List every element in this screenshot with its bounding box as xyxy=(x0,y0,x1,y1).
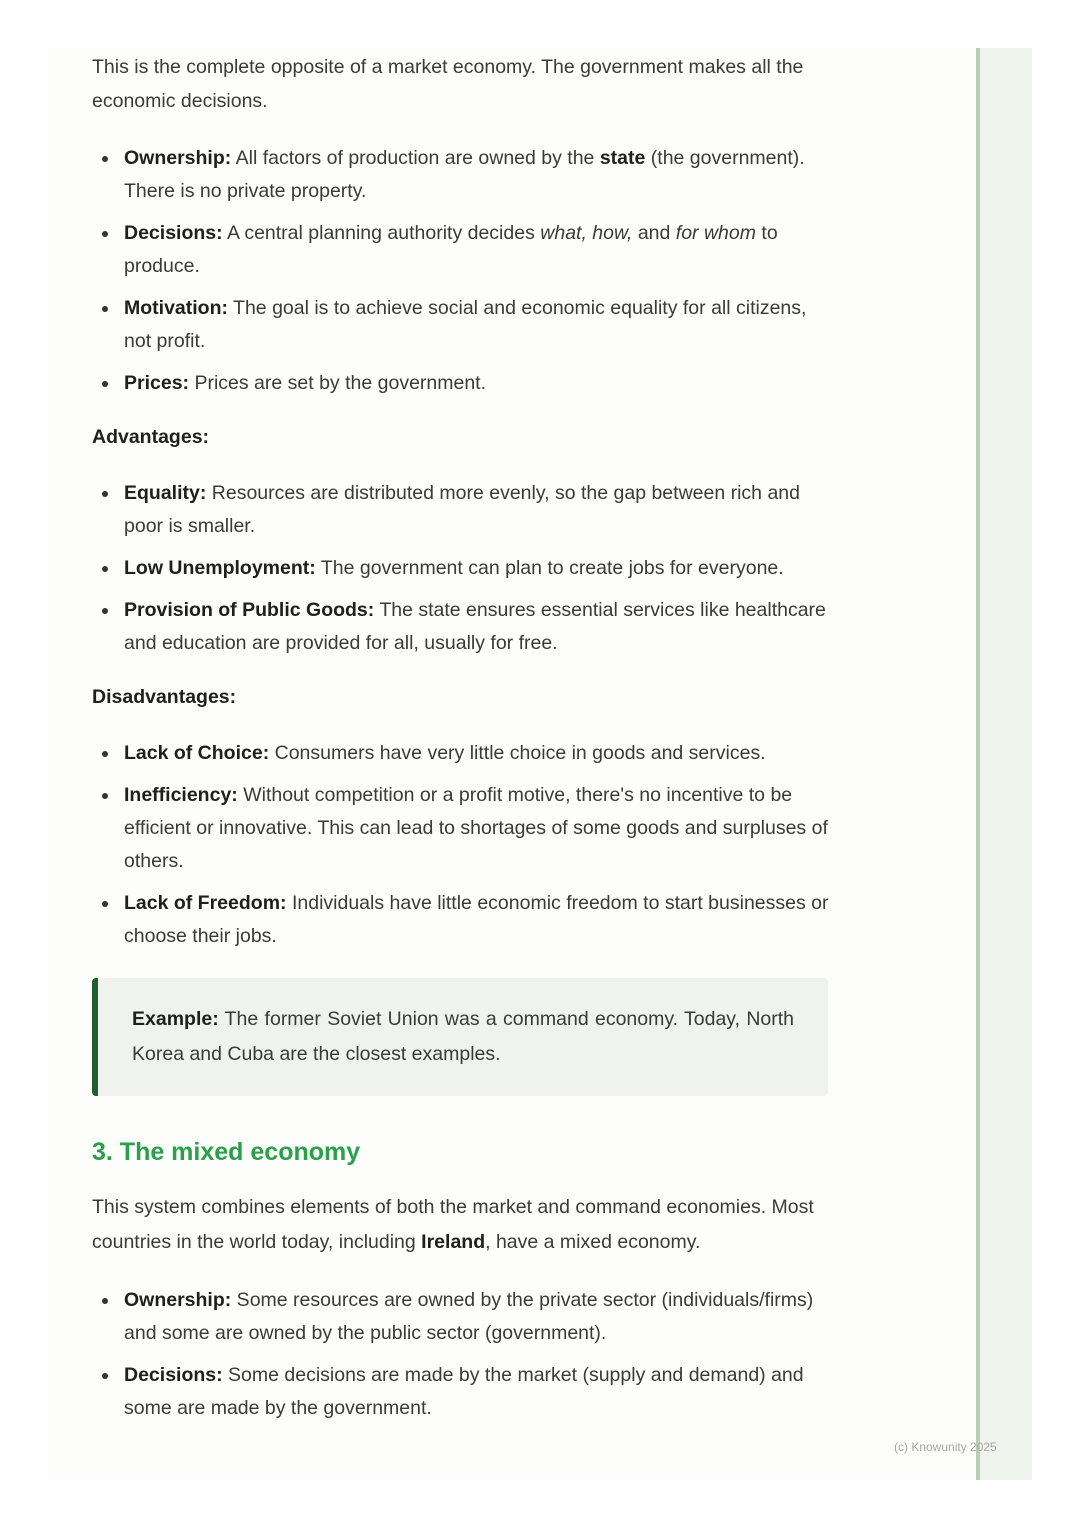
list-item: Motivation: The goal is to achieve social and economic equality for all citizens, not profit. xyxy=(92,292,832,358)
item-label: Motivation: xyxy=(124,297,228,319)
item-label: Decisions: xyxy=(124,1364,223,1386)
item-label: Provision of Public Goods: xyxy=(124,599,375,621)
section-title: 3. The mixed economy xyxy=(92,1138,361,1166)
list-item: Provision of Public Goods: The state ensures essential services like healthcare and education are provided for all, usually for free. xyxy=(92,594,832,660)
item-label: Inefficiency: xyxy=(124,784,238,806)
example-label: Example: xyxy=(132,1008,219,1030)
list-item: Lack of Choice: Consumers have very little choice in goods and services. xyxy=(92,737,832,770)
disadvantages-heading: Disadvantages: xyxy=(92,686,237,708)
list-item: Decisions: A central planning authority decides what, how, and for whom to produce. xyxy=(92,217,832,283)
copyright-footer: (c) Knowunity 2025 xyxy=(894,1440,997,1454)
disadvantages-list xyxy=(92,737,832,953)
advantages-heading: Advantages: xyxy=(92,426,210,448)
item-label: Lack of Choice: xyxy=(124,742,270,764)
side-panel xyxy=(976,48,1032,1480)
list-item: Prices: Prices are set by the government. xyxy=(92,367,832,400)
advantages-list xyxy=(92,477,832,660)
list-item: Ownership: All factors of production are owned by the state (the government). There is no private property. xyxy=(92,142,832,208)
item-label: Lack of Freedom: xyxy=(124,892,287,914)
list-item: Ownership: Some resources are owned by the private sector (individuals/firms) and some are owned by the public sector (government). xyxy=(92,1284,832,1350)
list-item: Low Unemployment: The government can plan to create jobs for everyone. xyxy=(92,552,832,585)
document-content xyxy=(92,50,832,1434)
list-item: Decisions: Some decisions are made by the market (supply and demand) and some are made by the government. xyxy=(92,1359,832,1425)
list-item: Lack of Freedom: Individuals have little economic freedom to start businesses or choose their jobs. xyxy=(92,887,832,953)
list-item: Inefficiency: Without competition or a profit motive, there's no incentive to be efficient or innovative. This can lead to shortages of some goods and surpluses of others. xyxy=(92,779,832,878)
item-label: Equality: xyxy=(124,482,207,504)
intro-paragraph: This is the complete opposite of a market economy. The government makes all the economic decisions. xyxy=(92,56,804,112)
item-label: Decisions: xyxy=(124,222,223,244)
mixed-intro-paragraph: This system combines elements of both the market and command economies. Most countries in the world today, including Ireland, have a mixed economy. xyxy=(92,1196,814,1253)
command-features-list xyxy=(92,142,832,400)
item-label: Prices: xyxy=(124,372,190,394)
example-text: The former Soviet Union was a command economy. Today, North Korea and Cuba are the closest examples. xyxy=(132,1008,794,1065)
example-callout xyxy=(92,978,828,1096)
item-label: Ownership: xyxy=(124,1289,232,1311)
item-label: Low Unemployment: xyxy=(124,557,316,579)
mixed-features-list xyxy=(92,1284,832,1425)
item-label: Ownership: xyxy=(124,147,232,169)
list-item: Equality: Resources are distributed more evenly, so the gap between rich and poor is smaller. xyxy=(92,477,832,543)
